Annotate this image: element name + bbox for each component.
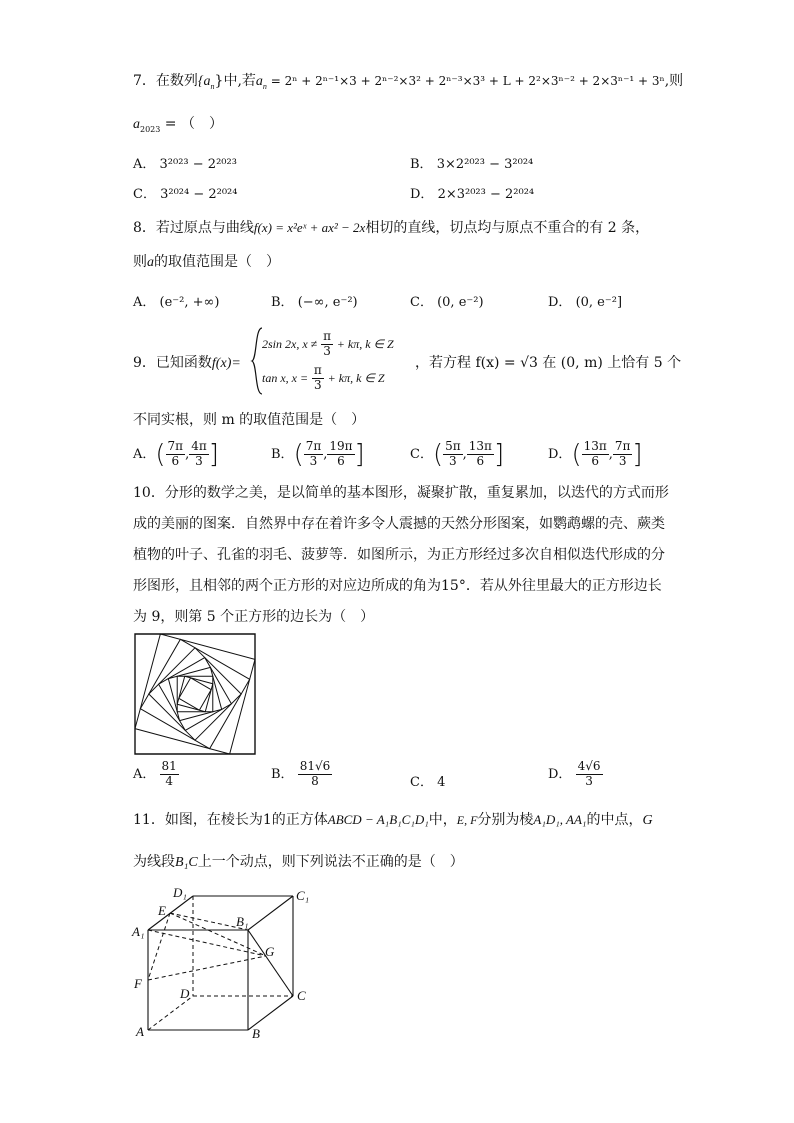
label-d: D [180,986,190,1001]
option-label: C． [410,775,433,790]
option-label: B． [271,446,294,462]
q11-g: G [642,813,653,828]
option-label: A． [133,157,156,172]
q7-target-line [133,117,223,132]
q8-option-b[interactable] [271,291,358,310]
option-text: 3²⁰²⁴ − 2²⁰²⁴ [160,187,238,202]
q11-line2-pre: 为线段 [133,854,175,870]
q7-stem [133,74,683,89]
right-bracket-icon: ] [208,439,219,470]
fractal-square [149,648,241,740]
left-bracket-icon: ( [155,439,166,470]
q7-option-a[interactable] [133,153,237,172]
right-bracket-icon: ] [354,439,365,470]
q9-stem-pre [133,356,241,371]
option-label: B． [410,157,433,172]
frac-den: 3 [618,453,627,468]
frac [304,440,324,469]
q7-stem-end: ,则 [664,73,684,89]
frac-num: 4π [191,439,207,453]
frac-num: 7π [305,439,322,453]
frac-num: 4√6 [577,759,601,773]
fractal-square [159,658,232,731]
frac [327,440,354,469]
frac-den: 4 [165,773,173,788]
frac [166,440,186,469]
frac-den: 6 [591,453,599,468]
q8-number: 8 [133,220,142,236]
fractal-square [140,639,249,748]
option-label: A． [133,766,156,782]
q10-option-c[interactable] [410,771,445,790]
frac [298,760,333,789]
label-b: B [252,1026,260,1041]
frac-den: 6 [171,453,180,468]
frac [189,440,209,469]
q10-line-3: 植物的叶子、孔雀的羽毛、菠萝等．如图所示，为正方形经过多次自相似迭代形成的分 [133,547,665,563]
frac-num: 81√6 [299,759,331,773]
frac-num: 81 [161,759,177,773]
option-text: (0, e⁻²) [437,295,484,310]
option-text: 3²⁰²³ − 2²⁰²³ [159,157,237,172]
q9-stem-post: ，若方程 f(x) = √3 在 (0, m) 上恰有 5 个 [415,355,682,371]
frac-den: 8 [311,773,319,788]
frac-den: 6 [476,453,485,468]
q10-option-a[interactable] [133,760,179,789]
fractal-square [177,676,213,712]
q11-edges: A₁D₁, AA₁ [533,812,587,827]
option-text: (0, e⁻²] [575,295,623,310]
option-label: A． [133,295,156,310]
option-text: (−∞, e⁻²) [297,295,358,310]
frac [443,440,463,469]
fractal-square [168,667,221,720]
q11-cube-figure [128,884,328,1044]
frac-den: 3 [195,453,203,468]
q9-case2-tail: + kπ, k ∈ Z [327,370,385,385]
fractal-square [135,634,255,754]
right-bracket-icon: ] [493,439,505,470]
option-label: B． [271,295,294,310]
option-label: D． [548,446,572,462]
q9-option-c[interactable]: C．( $\frac{5\pi}{3}$ , $\frac{13\pi}{6}$ ] [410,439,505,470]
q8-var: a [147,255,154,270]
q10-line-5: 为 9，则第 5 个正方形的边长为（ ） [133,609,375,625]
q10-fractal-figure [134,633,256,755]
q11-number: 11 [133,812,151,828]
q11-points: E, F [456,813,478,827]
q10-line-4: 形图形，且相邻的两个正方形的对应边所成的角为15°．若从外往里最大的正方形边长 [133,578,662,594]
q7-target-end: = （ ） [160,116,223,132]
frac [613,440,633,469]
left-bracket-icon: ( [432,439,444,470]
q7-seq-close: } [214,73,224,89]
frac-num: 5π [445,439,461,453]
q9-option-b[interactable]: B．( $\frac{7\pi}{3}$ , $\frac{19\pi}{6}$ ] [271,439,365,470]
frac-num: π [313,363,322,377]
frac-den: 3 [585,773,593,788]
segment-b1-c [248,930,293,996]
q9-case2-expr: tan x, x = [262,370,309,385]
q8-line1-post: 相切的直线，切点均与原点不重合的有 2 条， [365,220,650,236]
q8-option-c[interactable] [410,291,484,310]
q7-option-d[interactable] [410,183,534,202]
q9-case1 [262,330,394,359]
q10-option-d[interactable] [548,760,603,789]
fractal-square [177,676,213,712]
frac [582,440,609,469]
q7-stem-pre: ．在数列 [141,73,198,89]
option-label: D． [410,187,434,202]
label-c: C [297,988,306,1003]
label-a1: A₁ [132,924,145,939]
q9-stem-line2: 不同实根，则 m 的取值范围是（ ） [133,412,366,428]
fractal-square [179,678,211,710]
right-bracket-icon: ] [632,439,643,470]
q7-seq: {a [197,74,211,89]
q10-line-text: ．分形的数学之美，是以简单的基本图形，凝聚扩散，重复累加，以迭代的方式而形 [150,485,669,501]
frac-num: 13π [468,439,492,453]
option-label: D． [548,295,572,310]
option-label: A． [133,446,156,462]
q10-option-b[interactable] [271,760,332,789]
q11-line1-mid: 中， [428,812,457,828]
frac-num: 19π [329,439,353,453]
label-b1: B₁ [236,914,249,929]
label-f: F [134,976,142,991]
q11-line1-post: 的中点， [586,812,643,828]
option-text: 2×3²⁰²³ − 2²⁰²⁴ [437,187,535,202]
frac-den: 3 [309,453,318,468]
frac [576,760,603,789]
segment-e-f [148,913,170,980]
q8-line2-post: 的取值范围是（ ） [154,254,280,270]
frac [160,760,179,789]
q8-line2-pre: 则 [133,254,147,270]
left-bracket-icon: ( [571,439,582,470]
q10-line-2: 成的美丽的图案．自然界中存在着许多令人震撼的天然分形图案，如鹦鹉螺的壳、蕨类 [133,516,665,532]
edge-b1-c1 [248,896,293,930]
frac-den: 3 [323,343,331,358]
q11-line2-post: 上一个动点，则下列说法不正确的是（ ） [197,854,464,870]
q9-func: f(x)= [211,356,241,371]
label-g: G [265,944,275,959]
frac-num: π [323,329,331,343]
q9-option-d[interactable]: D．( $\frac{13\pi}{6}$ , $\frac{7\pi}{3}$ ] [548,439,643,470]
q9-case1-expr: 2sin 2x, x ≠ [262,336,318,351]
q7-formula-rhs: = 2ⁿ + 2ⁿ⁻¹×3 + 2ⁿ⁻²×3² + 2ⁿ⁻³×3³ + L + 2²×3ⁿ⁻² + 2×3ⁿ⁻¹ + 3ⁿ [266,74,665,88]
q9-stem-pre-text: ．已知函数 [141,355,212,371]
q11-line1-mid2: 分别为棱 [477,812,534,828]
label-a: A [136,1024,144,1039]
q10-line-1 [133,486,669,500]
q7-option-b[interactable] [410,153,533,172]
q9-option-a[interactable]: A．( $\frac{7\pi}{6}$ , $\frac{4\pi}{3}$ ] [133,439,219,470]
q11-seg: B₁C [175,855,198,870]
label-d1: D₁ [173,885,187,900]
label-e: E [158,903,166,918]
q7-formula: a [255,74,263,89]
fractal-square [135,634,255,754]
option-text: (e⁻², +∞) [159,295,220,310]
q10-number: 10 [133,485,151,501]
left-bracket-icon: ( [293,439,304,470]
q11-line1-pre: ．如图，在棱长为1的正方体 [150,812,328,828]
q9-case2 [262,364,385,393]
option-text: 3×2²⁰²³ − 3²⁰²⁴ [436,157,534,172]
q11-stem-line2 [133,855,464,870]
option-label: C． [133,187,156,202]
q11-stem-line1 [133,813,653,828]
option-label: C． [410,295,433,310]
q8-option-d[interactable] [548,291,622,310]
q7-stem-mid: 中,若 [223,73,256,89]
q9-number: 9 [133,355,142,371]
option-label: C． [410,446,433,462]
q9-case2-frac [312,364,324,393]
frac-den: 6 [337,453,345,468]
q7-seq-sub: n [210,81,215,91]
edge-a-d [148,996,193,1030]
q7-option-c[interactable] [133,183,237,202]
frac [467,440,494,469]
q7-target-sub: 2023 [140,124,161,134]
q11-cube: ABCD − A₁B₁C₁D₁ [327,812,429,827]
option-label: D． [548,766,572,782]
frac-num: 7π [167,439,184,453]
edge-b-c [248,996,293,1030]
q9-case1-tail: + kπ, k ∈ Z [336,336,394,351]
option-label: B． [271,766,294,782]
frac-den: 3 [314,377,322,392]
frac-num: 13π [583,439,607,453]
frac-num: 7π [614,439,631,453]
option-text: 4 [437,775,446,790]
label-c1: C₁ [296,888,310,903]
q7-target: a [133,117,140,132]
q7-formula-sub: n [262,81,267,91]
frac-den: 3 [449,453,457,468]
q9-case1-frac [321,330,333,359]
q8-func: f(x) = x²eˣ + ax² − 2x [253,220,366,235]
q8-option-a[interactable] [133,291,219,310]
q8-stem-line2 [133,255,280,270]
q8-stem-line1 [133,221,649,235]
q8-line1-pre: ．若过原点与曲线 [141,220,254,236]
q7-number: 7 [133,73,142,89]
